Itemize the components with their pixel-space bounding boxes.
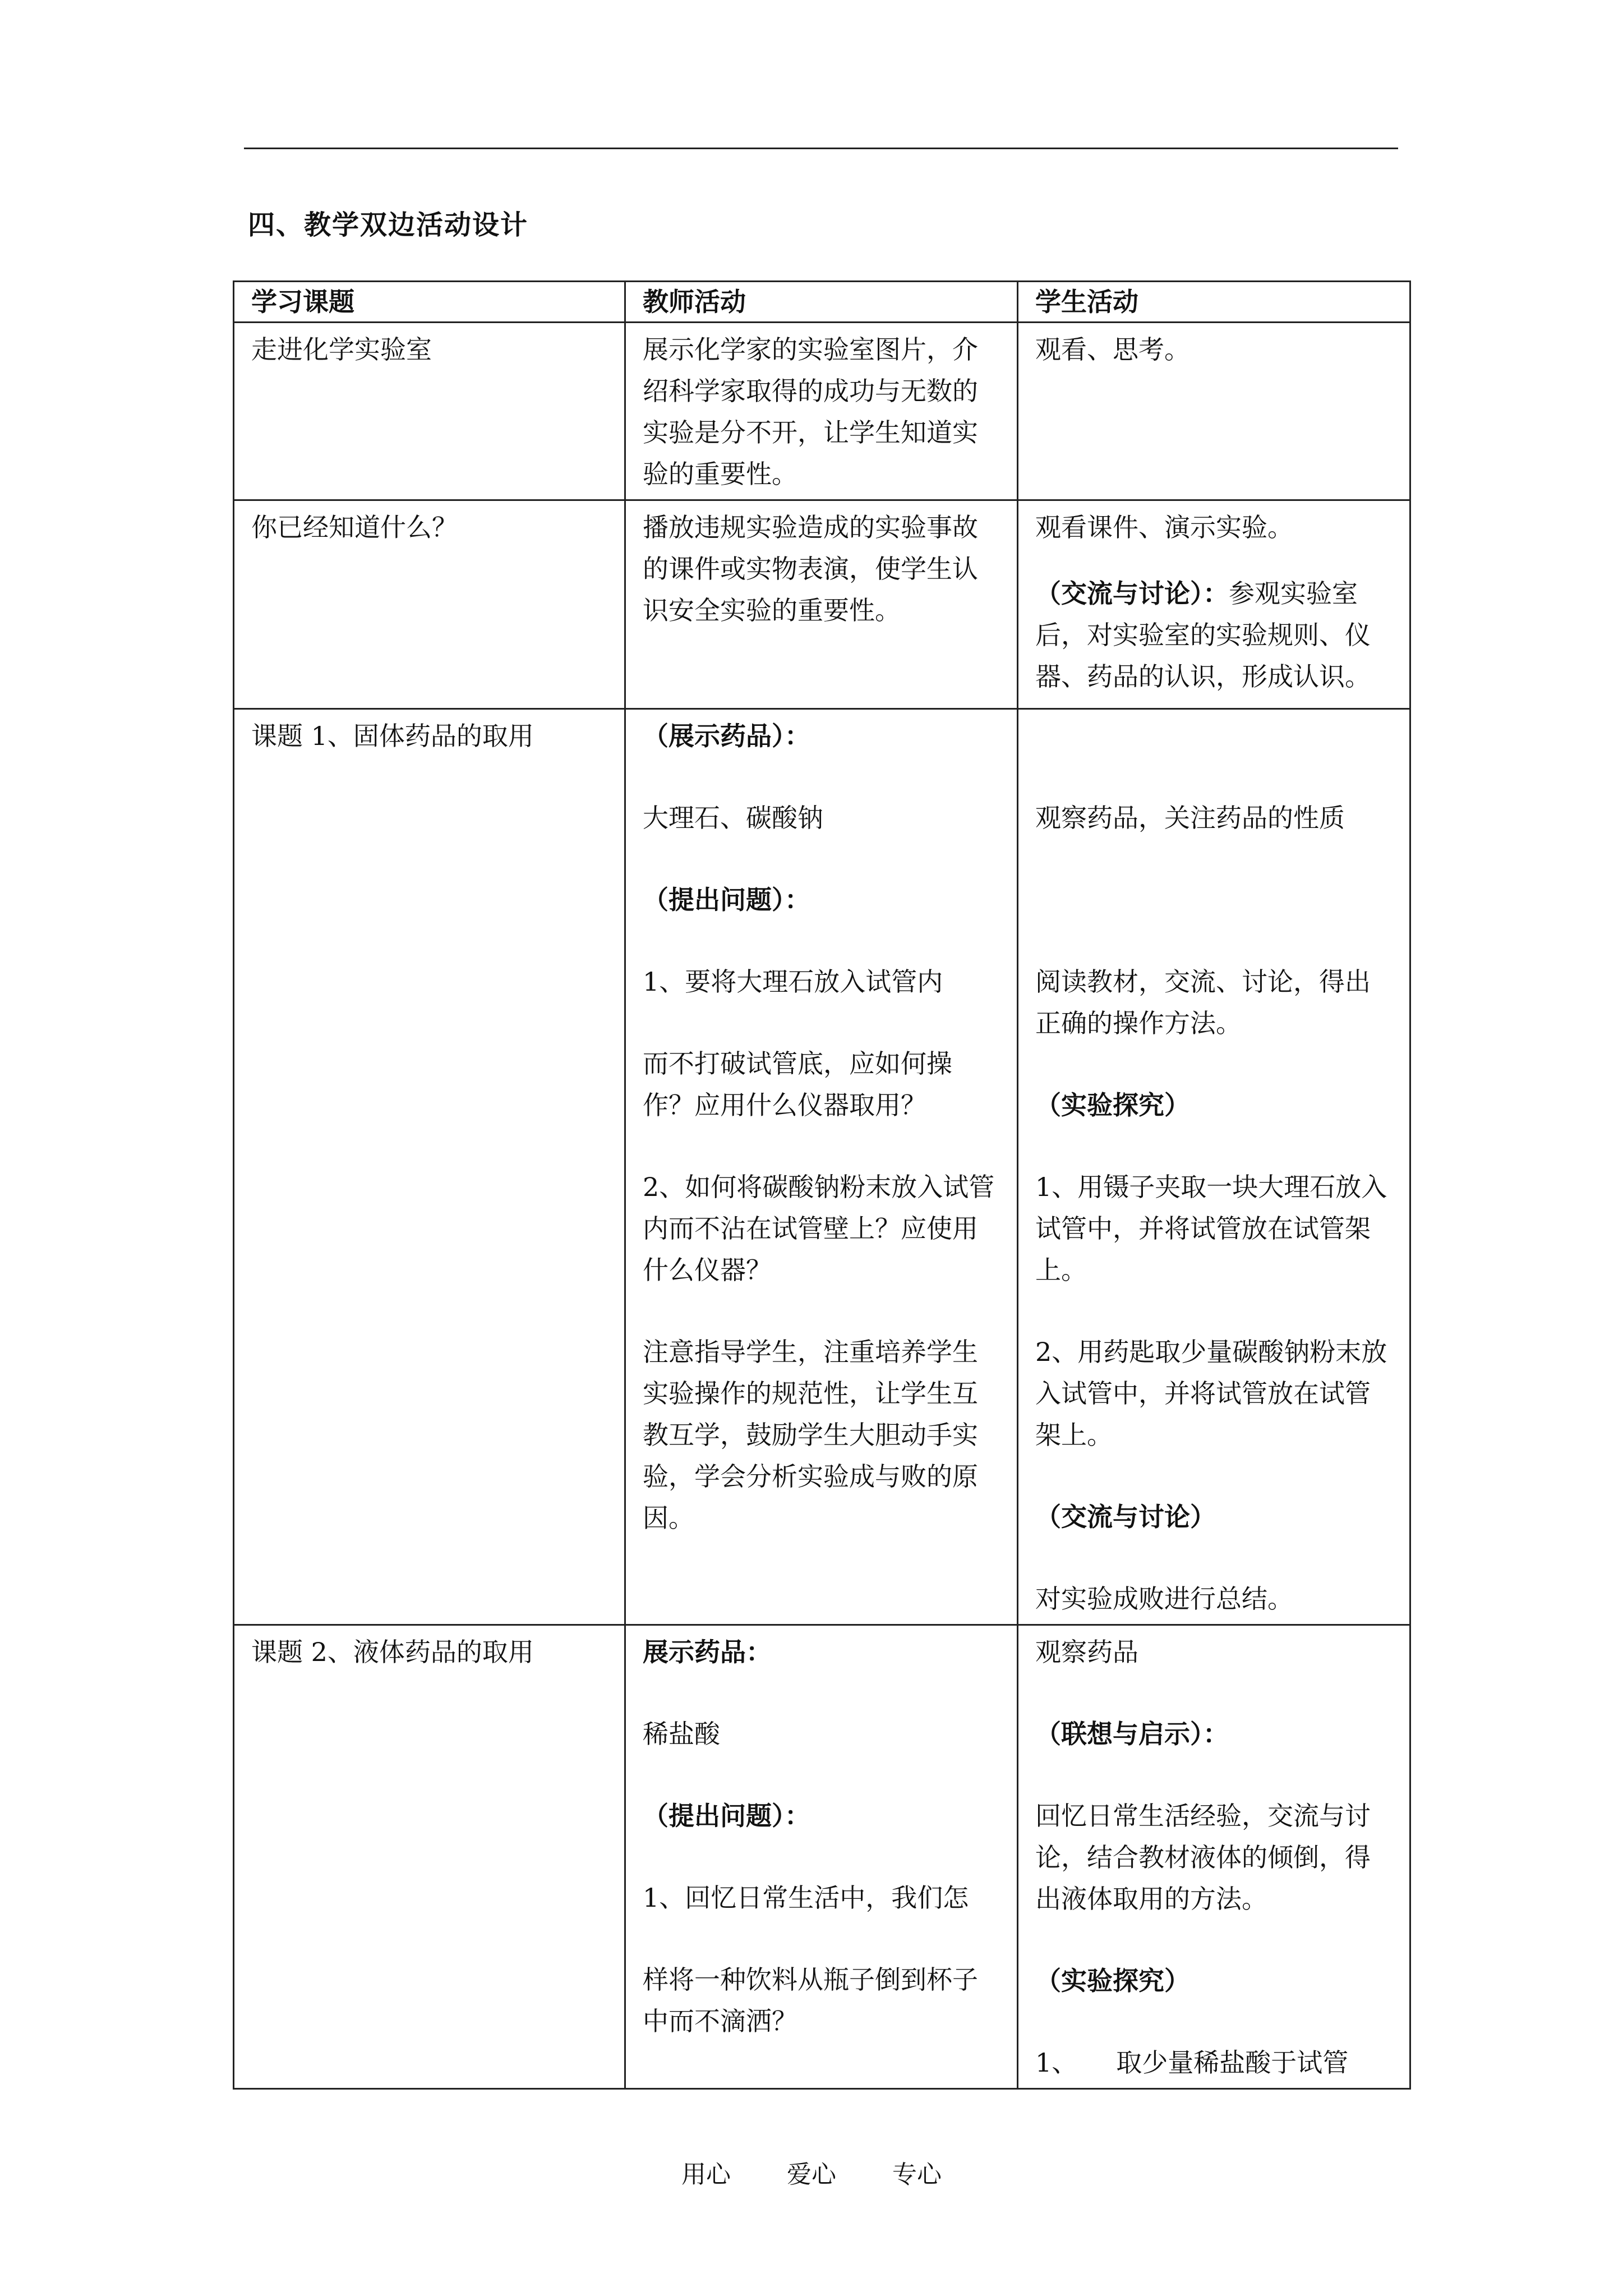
teacher-paragraph: 2、如何将碳酸钠粉末放入试管内而不沾在试管壁上？应使用什么仪器？ [643, 1172, 995, 1285]
teacher-paragraph: 注意指导学生，注重培养学生实验操作的规范性，让学生互教互学，鼓励学生大胆动手实验，学会分析实验成与败的原因。 [643, 1337, 978, 1533]
teacher-cell [625, 709, 1018, 1625]
student-paragraph: 回忆日常生活经验，交流与讨论，结合教材液体的倾倒，得出液体取用的方法。 [1035, 1801, 1371, 1914]
footer-text: 专心 [892, 2160, 942, 2189]
student-cell [1018, 1625, 1410, 2089]
topic-cell: 课题 1、固体药品的取用 [234, 709, 625, 1625]
student-paragraph: 阅读教材，交流、讨论，得出正确的操作方法。 [1035, 967, 1371, 1038]
activity-design-table [233, 280, 1411, 2090]
header-rule [244, 148, 1398, 149]
student-paragraph: 观看课件、演示实验。 [1035, 512, 1293, 542]
student-bold-label: （交流与讨论）： [1035, 578, 1229, 609]
teacher-bold-label: 展示药品： [643, 1637, 772, 1667]
header-student-activity: 学生活动 [1018, 282, 1410, 323]
student-cell [1018, 709, 1410, 1625]
header-topic: 学习课题 [234, 282, 625, 323]
table-row [234, 1625, 1410, 2089]
teacher-bold-label: （提出问题）： [643, 1801, 810, 1831]
student-cell [1018, 500, 1410, 709]
student-bold-label: （交流与讨论） [1035, 1502, 1216, 1532]
teacher-bold-label: （展示药品）： [643, 721, 810, 751]
teacher-bold-label: （提出问题）： [643, 885, 810, 915]
topic-cell: 课题 2、液体药品的取用 [234, 1625, 625, 2089]
teacher-paragraph: 1、要将大理石放入试管内 [643, 967, 943, 997]
teacher-paragraph: 而不打破试管底，应如何操作？应用什么仪器取用？ [643, 1048, 952, 1120]
student-paragraph: 观看、思考。 [1035, 334, 1190, 365]
teacher-paragraph: 大理石、碳酸钠 [643, 803, 823, 833]
student-paragraph: 观察药品，关注药品的性质 [1035, 803, 1345, 833]
teacher-paragraph: 1、回忆日常生活中，我们怎 [643, 1883, 969, 1913]
table-row [234, 323, 1410, 500]
section-title: 四、教学双边活动设计 [248, 209, 529, 241]
teacher-cell [625, 323, 1018, 500]
student-bold-label: （联想与启示）： [1035, 1719, 1229, 1749]
topic-cell: 走进化学实验室 [234, 323, 625, 500]
student-bold-label: （实验探究） [1035, 1966, 1190, 1996]
student-paragraph: 观察药品 [1035, 1637, 1138, 1667]
footer-text: 用心 [681, 2160, 731, 2189]
teacher-paragraph: 稀盐酸 [643, 1719, 720, 1749]
footer-text: 爱心 [787, 2160, 836, 2189]
teacher-cell [625, 500, 1018, 709]
header-teacher-activity: 教师活动 [625, 282, 1018, 323]
student-cell [1018, 323, 1410, 500]
teacher-paragraph: 播放违规实验造成的实验事故的课件或实物表演，使学生认识安全实验的重要性。 [643, 512, 978, 625]
student-bold-label: （实验探究） [1035, 1090, 1190, 1120]
table-header-row [234, 282, 1410, 323]
page-footer [0, 2154, 1623, 2190]
teacher-paragraph: 展示化学家的实验室图片，介绍科学家取得的成功与无数的实验是分不开，让学生知道实验的重要性。 [643, 334, 978, 489]
student-text: 参观实验室后，对实验室的实验规则、仪器、药品的认识，形成认识。 [1035, 578, 1371, 692]
student-paragraph: 1、 取少量稀盐酸于试管 [1035, 2047, 1349, 2078]
student-paragraph: 2、用药匙取少量碳酸钠粉末放入试管中，并将试管放在试管架上。 [1035, 1337, 1387, 1450]
teacher-cell [625, 1625, 1018, 2089]
teacher-paragraph: 样将一种饮料从瓶子倒到杯子中而不滴洒？ [643, 1964, 978, 2036]
student-paragraph: 对实验成败进行总结。 [1035, 1584, 1293, 1614]
student-paragraph: 1、用镊子夹取一块大理石放入试管中，并将试管放在试管架上。 [1035, 1172, 1387, 1285]
student-paragraph [1035, 573, 1393, 697]
table-row [234, 709, 1410, 1625]
topic-cell: 你已经知道什么？ [234, 500, 625, 709]
table-row [234, 500, 1410, 709]
